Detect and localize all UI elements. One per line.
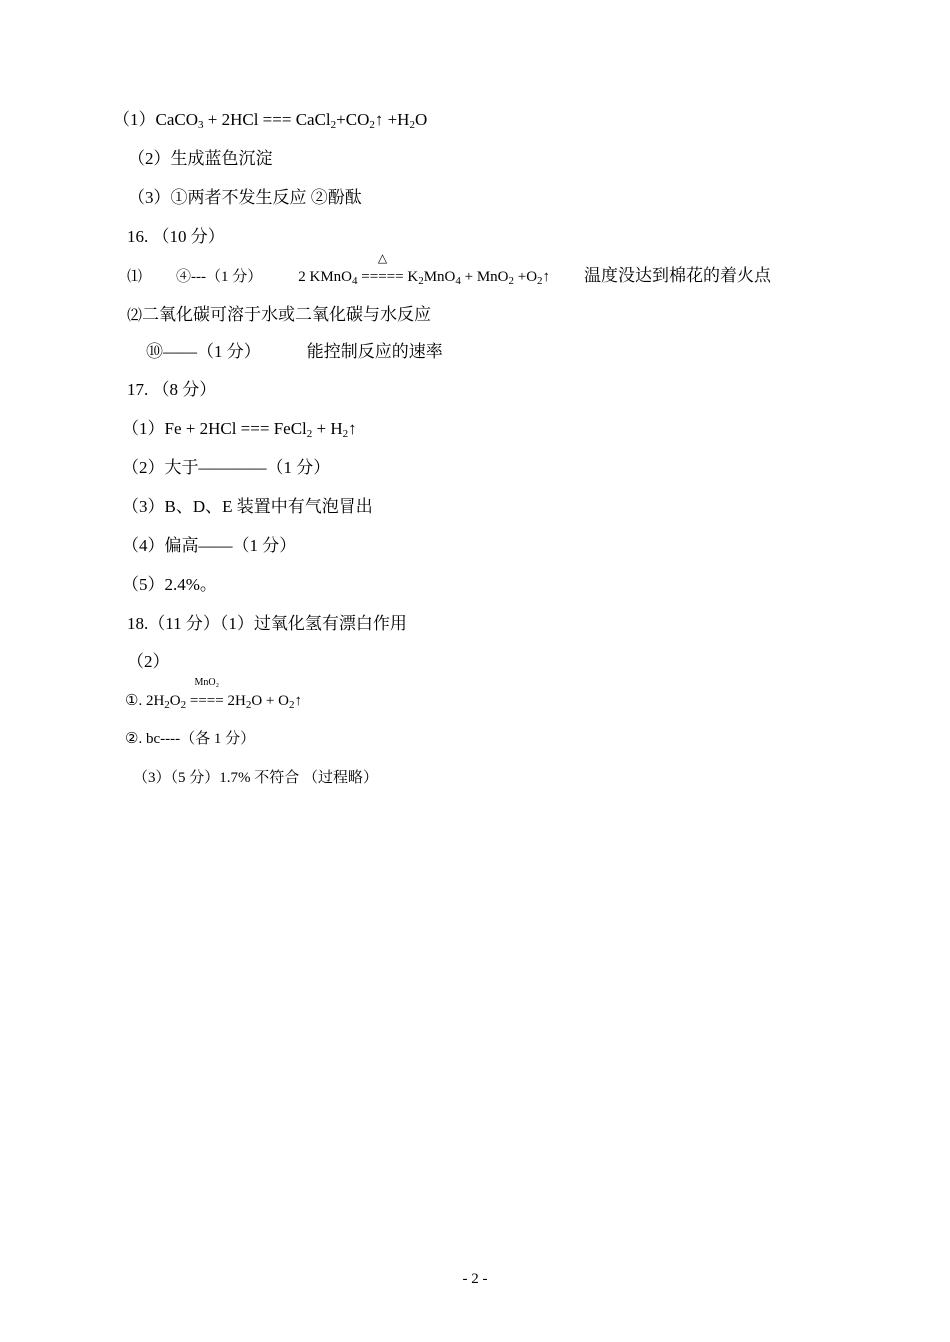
page-number: - 2 -: [462, 1271, 488, 1287]
heat-condition-equals: △ =====: [361, 251, 404, 285]
answer-18-2-label: （2）: [127, 652, 170, 671]
answer-15-3: （3）①两者不发生反应 ②酚酞: [128, 188, 362, 207]
answer-16-1: ⑴ ④---（1 分） 2 KMnO$_4$ △ ===== $K_2MnO_4 + MnO_2$ $+O_2↑$ 温度没达到棉花的着火点: [127, 251, 772, 287]
question-17-heading: 17. （8 分）: [127, 380, 217, 399]
answer-17-4: （4）偏高——（1 分）: [122, 536, 297, 555]
answer-15-2: （2）生成蓝色沉淀: [128, 149, 273, 168]
catalyst-condition-equals: MnO₂ ====: [189, 677, 224, 709]
answer-18-2-1: ①. $2H_2O_2$ MnO₂ ==== $2H_2O$ + $O_2↑$: [125, 677, 302, 711]
answer-17-3: （3）B、D、E 装置中有气泡冒出: [122, 497, 373, 516]
answer-18-3: （3）（5 分）1.7% 不符合 （过程略）: [133, 770, 378, 786]
question-18-heading: 18.（11 分）（1）过氧化氢有漂白作用: [127, 614, 407, 633]
answer-18-2-2: ②. bc----（各 1 分）: [125, 731, 256, 747]
answer-17-2: （2）大于————（1 分）: [122, 458, 331, 477]
answer-17-1: （1）Fe + 2HCl === FeCl$_2$ + $H_2↑$: [122, 419, 357, 440]
answer-16-3: ⑩——（1 分） 能控制反应的速率: [146, 342, 443, 361]
answer-16-2: ⑵二氧化碳可溶于水或二氧化碳与水反应: [127, 305, 432, 324]
question-16-heading: 16. （10 分）: [127, 227, 225, 246]
answer-17-5: （5）2.4%。: [122, 575, 217, 594]
answer-15-1: （1）CaCO$_3$ + 2HCl === $CaCl_2+CO_2↑ +H_2O$: [113, 110, 428, 131]
